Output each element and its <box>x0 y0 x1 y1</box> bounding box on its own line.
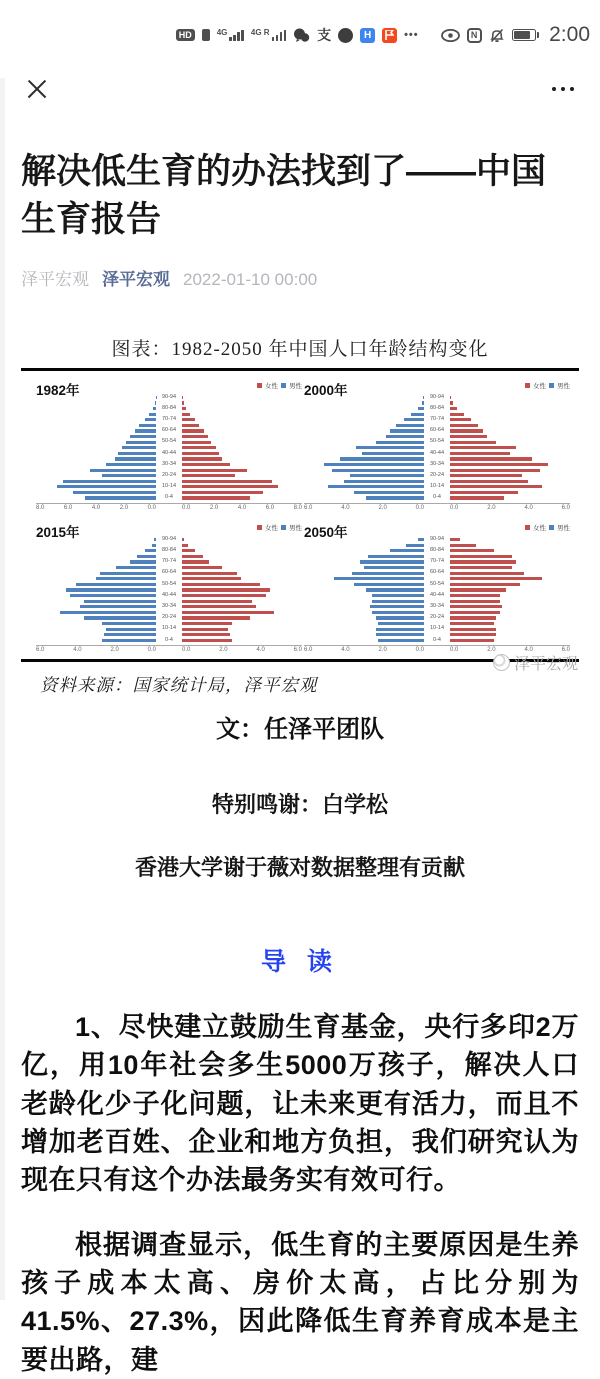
pyramid-legend <box>525 521 570 532</box>
network-label: 4G <box>217 28 228 37</box>
legend-male-swatch <box>281 525 286 530</box>
battery-icon <box>512 29 540 41</box>
bar-female <box>182 622 232 625</box>
bar-female <box>450 544 476 547</box>
x-axis-line <box>304 645 570 646</box>
bar-male <box>84 600 156 603</box>
age-group-label: 30-34 <box>424 462 450 468</box>
bar-male <box>139 424 156 427</box>
legend-female-label: 女性 <box>265 523 278 532</box>
bar-male <box>57 485 156 488</box>
bar-male <box>404 418 424 421</box>
clock-time: 2:00 <box>549 23 590 47</box>
bar-female <box>450 480 528 483</box>
age-group-label: 30-34 <box>156 604 182 610</box>
bar-male <box>102 639 156 642</box>
bar-male <box>362 452 424 455</box>
network-label: 4G R <box>251 28 270 37</box>
body-paragraph-1: 1、尽快建立鼓励生育基金，央行多印2万亿，用10年社会多生5000万孩子，解决人口老龄化少子化问题，让未来更有活力，而且不增加老百姓、企业和地方负担，我们研究认为现在只有这个办法最务实有效可行。 <box>0 1008 600 1200</box>
age-group-label: 30-34 <box>424 604 450 610</box>
bar-male <box>372 611 424 614</box>
x-axis-ticks: 8.0 6.0 4.0 2.0 0.0 0.0 2.0 4.0 6.0 8.0 <box>36 505 302 511</box>
bar-male <box>324 463 424 466</box>
legend-female-label: 女性 <box>533 523 546 532</box>
bar-male <box>354 491 424 494</box>
bar-female <box>450 594 500 597</box>
age-group-label: 60-64 <box>156 428 182 434</box>
hd-call-icon: HD <box>176 29 195 41</box>
bar-female <box>182 616 250 619</box>
bar-female <box>182 633 230 636</box>
byline-account-link[interactable]: 泽平宏观 <box>102 265 170 290</box>
bar-female <box>450 474 522 477</box>
bar-female <box>182 457 222 460</box>
pyramid-row <box>304 495 570 501</box>
bar-male <box>422 401 424 404</box>
age-group-label: 10-14 <box>156 484 182 490</box>
bar-male <box>85 496 156 499</box>
bar-male <box>152 544 156 547</box>
bar-female <box>450 496 504 499</box>
bar-male <box>145 418 156 421</box>
watermark-text: 泽平宏观 <box>514 651 578 674</box>
bar-female <box>450 555 512 558</box>
bar-female <box>182 628 228 631</box>
bar-male <box>130 560 156 563</box>
watermark <box>493 651 578 674</box>
age-group-label: 50-54 <box>424 582 450 588</box>
bar-male <box>372 600 424 603</box>
article-nav <box>0 58 600 120</box>
age-group-label: 30-34 <box>156 462 182 468</box>
x-axis-line <box>304 503 570 504</box>
signal-4g-icon <box>217 30 244 41</box>
bar-male <box>60 611 156 614</box>
age-group-label: 90-94 <box>156 537 182 543</box>
age-group-label: 50-54 <box>156 582 182 588</box>
legend-male-swatch <box>281 383 286 388</box>
pyramid-2000 <box>304 379 570 511</box>
bar-male <box>84 616 156 619</box>
legend-female-swatch <box>257 525 262 530</box>
age-group-label: 70-74 <box>424 417 450 423</box>
x-axis-ticks: 6.0 4.0 2.0 0.0 0.0 2.0 4.0 6.0 <box>304 647 570 653</box>
bar-male <box>364 566 424 569</box>
age-group-label: 40-44 <box>156 451 182 457</box>
bar-male <box>334 577 424 580</box>
legend-female-swatch <box>257 383 262 388</box>
age-group-label: 40-44 <box>424 593 450 599</box>
bar-male <box>90 469 156 472</box>
age-group-label: 20-24 <box>424 473 450 479</box>
legend-male-label: 男性 <box>557 523 570 532</box>
bar-male <box>118 452 156 455</box>
bar-female <box>450 413 464 416</box>
bar-female <box>450 396 451 399</box>
byline-author: 泽平宏观 <box>21 265 89 290</box>
age-group-label: 10-14 <box>424 484 450 490</box>
bar-female <box>450 566 512 569</box>
credit-contrib: 香港大学谢于薇对数据整理有贡献 <box>0 851 600 882</box>
bar-male <box>354 583 424 586</box>
pyramid-year-label: 2000年 <box>304 379 348 399</box>
age-group-label: 0-4 <box>156 495 182 501</box>
bar-female <box>182 396 183 399</box>
bar-female <box>182 480 272 483</box>
legend-male-swatch <box>549 525 554 530</box>
page-title: 解决低生育的办法找到了——中国生育报告 <box>0 120 600 245</box>
bar-female <box>450 605 502 608</box>
age-group-label: 60-64 <box>424 570 450 576</box>
close-icon[interactable] <box>24 76 50 102</box>
bar-male <box>100 572 156 575</box>
bar-female <box>450 622 494 625</box>
pyramid-year-label: 2015年 <box>36 521 80 541</box>
age-group-label: 60-64 <box>156 570 182 576</box>
bar-male <box>411 413 424 416</box>
bar-male <box>63 480 156 483</box>
signal-4g-roaming-icon <box>251 30 286 41</box>
age-group-label: 70-74 <box>424 559 450 565</box>
age-group-label: 20-24 <box>156 615 182 621</box>
bar-male <box>137 555 156 558</box>
eye-comfort-icon <box>441 29 460 42</box>
x-axis-line <box>36 645 302 646</box>
bar-male <box>135 429 156 432</box>
bar-female <box>450 572 524 575</box>
bar-female <box>450 588 506 591</box>
bar-male <box>73 491 156 494</box>
x-axis-ticks: 6.0 4.0 2.0 0.0 0.0 2.0 4.0 6.0 <box>36 647 302 653</box>
bar-male <box>102 474 156 477</box>
age-group-label: 20-24 <box>156 473 182 479</box>
bar-female <box>182 435 208 438</box>
browser-app-icon <box>338 28 353 43</box>
bar-female <box>450 639 494 642</box>
age-group-label: 0-4 <box>424 638 450 644</box>
source-note: 资料来源：国家统计局，泽平宏观 <box>0 672 600 697</box>
bar-male <box>376 633 424 636</box>
page-edge <box>0 78 5 1300</box>
legend-female-label: 女性 <box>533 381 546 390</box>
bar-male <box>356 446 424 449</box>
bar-female <box>182 413 190 416</box>
bar-female <box>182 544 188 547</box>
pyramid-2050 <box>304 521 570 653</box>
bar-female <box>182 469 247 472</box>
bar-female <box>450 628 496 631</box>
legend-female-swatch <box>525 525 530 530</box>
bar-female <box>450 577 542 580</box>
bar-female <box>450 549 494 552</box>
bar-female <box>450 469 540 472</box>
age-group-label: 40-44 <box>156 593 182 599</box>
body-paragraph-2: 根据调查显示，低生育的主要原因是生养孩子成本太高、房价太高，占比分别为41.5%、27.3%，因此降低生育养育成本是主要出路，建 <box>0 1226 600 1379</box>
more-menu-icon[interactable] <box>550 81 577 98</box>
bar-female <box>450 446 516 449</box>
bar-female <box>182 594 266 597</box>
age-group-label: 80-84 <box>424 548 450 554</box>
bar-male <box>376 441 424 444</box>
pyramid-row <box>36 638 302 644</box>
status-bar <box>0 0 600 58</box>
age-group-label: 10-14 <box>424 626 450 632</box>
x-axis-ticks: 6.0 4.0 2.0 0.0 0.0 2.0 4.0 6.0 <box>304 505 570 511</box>
bar-male <box>390 429 424 432</box>
bar-female <box>182 407 186 410</box>
legend-male-label: 男性 <box>289 523 302 532</box>
bar-female <box>450 485 542 488</box>
bar-female <box>450 583 520 586</box>
bar-female <box>450 633 496 636</box>
volte-icon <box>202 29 210 41</box>
bar-female <box>182 452 219 455</box>
bar-male <box>122 446 156 449</box>
bar-male <box>70 594 156 597</box>
bar-female <box>182 485 278 488</box>
bar-male <box>376 616 424 619</box>
bar-male <box>372 594 424 597</box>
bar-male <box>130 435 156 438</box>
age-group-label: 90-94 <box>156 395 182 401</box>
chart-title: 图表：1982-2050 年中国人口年龄结构变化 <box>0 334 600 361</box>
bar-female <box>450 429 483 432</box>
pyramid-1982 <box>36 379 302 511</box>
bar-male <box>370 605 424 608</box>
age-group-label: 70-74 <box>156 417 182 423</box>
bar-female <box>450 457 532 460</box>
bar-male <box>328 485 424 488</box>
legend-female-label: 女性 <box>265 381 278 390</box>
bar-male <box>396 424 424 427</box>
legend-male-label: 男性 <box>289 381 302 390</box>
bar-female <box>182 583 260 586</box>
bar-male <box>149 413 156 416</box>
watermark-logo-icon <box>493 654 510 671</box>
age-group-label: 80-84 <box>156 406 182 412</box>
bar-female <box>450 491 518 494</box>
bar-female <box>182 572 237 575</box>
bar-male <box>126 441 156 444</box>
bar-female <box>450 611 500 614</box>
legend-male-label: 男性 <box>557 381 570 390</box>
bar-male <box>386 435 424 438</box>
age-group-label: 50-54 <box>156 439 182 445</box>
bar-male <box>80 605 156 608</box>
age-group-label: 50-54 <box>424 439 450 445</box>
bar-female <box>182 588 270 591</box>
bar-male <box>352 572 424 575</box>
pyramid-grid <box>0 371 600 656</box>
bar-female <box>182 538 184 541</box>
orange-app-icon <box>382 28 397 43</box>
pyramid-2015 <box>36 521 302 653</box>
bar-male <box>155 401 156 404</box>
age-group-label: 80-84 <box>156 548 182 554</box>
pyramid-year-label: 2050年 <box>304 521 348 541</box>
bar-male <box>366 496 424 499</box>
pyramid-row <box>304 638 570 644</box>
age-group-label: 80-84 <box>424 406 450 412</box>
bar-male <box>340 457 424 460</box>
bar-male <box>378 622 424 625</box>
credit-thanks: 特别鸣谢：白学松 <box>0 788 600 819</box>
bar-female <box>182 491 263 494</box>
bar-female <box>450 401 453 404</box>
bar-female <box>182 566 222 569</box>
section-heading: 导 读 <box>0 942 600 978</box>
bar-male <box>104 633 156 636</box>
pyramid-row <box>36 495 302 501</box>
age-group-label: 90-94 <box>424 537 450 543</box>
bar-female <box>182 446 216 449</box>
bar-male <box>376 628 424 631</box>
bar-female <box>450 407 457 410</box>
blue-app-icon: H <box>360 28 375 43</box>
bar-female <box>450 418 471 421</box>
byline <box>0 245 600 290</box>
bar-male <box>332 469 424 472</box>
bar-male <box>366 588 424 591</box>
bar-male <box>406 544 424 547</box>
bar-female <box>182 605 256 608</box>
bar-female <box>182 463 230 466</box>
notification-overflow-icon: ••• <box>404 29 419 41</box>
age-group-label: 10-14 <box>156 626 182 632</box>
bar-male <box>96 577 156 580</box>
bar-male <box>368 555 424 558</box>
age-group-label: 0-4 <box>424 495 450 501</box>
bar-male <box>102 622 156 625</box>
age-group-label: 60-64 <box>424 428 450 434</box>
bar-female <box>182 560 209 563</box>
bar-male <box>115 457 156 460</box>
bar-female <box>182 611 274 614</box>
bar-female <box>450 452 510 455</box>
pyramid-legend <box>525 379 570 390</box>
bar-male <box>390 549 424 552</box>
bar-female <box>182 474 235 477</box>
legend-male-swatch <box>549 383 554 388</box>
bar-female <box>450 600 500 603</box>
bar-male <box>350 474 424 477</box>
pyramid-legend <box>257 379 302 390</box>
pyramid-legend <box>257 521 302 532</box>
alipay-icon: 支 <box>317 25 331 45</box>
bar-female <box>182 424 199 427</box>
age-group-label: 0-4 <box>156 638 182 644</box>
bar-female <box>182 496 250 499</box>
bar-female <box>450 441 496 444</box>
bar-male <box>106 628 156 631</box>
bar-female <box>450 424 478 427</box>
wechat-icon <box>293 28 310 43</box>
nfc-icon: N <box>467 28 482 43</box>
bar-female <box>182 429 204 432</box>
pyramid-year-label: 1982年 <box>36 379 80 399</box>
population-pyramid-figure[interactable] <box>0 334 600 663</box>
bar-male <box>378 639 424 642</box>
bar-female <box>182 600 252 603</box>
bar-female <box>182 401 184 404</box>
bar-female <box>182 418 195 421</box>
bar-male <box>76 583 156 586</box>
bar-female <box>182 441 211 444</box>
bar-female <box>182 577 241 580</box>
bar-female <box>450 538 460 541</box>
bar-male <box>66 588 156 591</box>
bar-female <box>182 639 232 642</box>
bar-male <box>116 566 156 569</box>
age-group-label: 40-44 <box>424 451 450 457</box>
byline-datetime: 2022-01-10 00:00 <box>183 270 317 290</box>
bar-female <box>450 435 487 438</box>
bar-female <box>450 616 496 619</box>
credit-author: 文：任泽平团队 <box>0 709 600 744</box>
bar-female <box>182 555 203 558</box>
age-group-label: 70-74 <box>156 559 182 565</box>
x-axis-line <box>36 503 302 504</box>
bar-male <box>106 463 156 466</box>
age-group-label: 90-94 <box>424 395 450 401</box>
legend-female-swatch <box>525 383 530 388</box>
bar-male <box>360 560 424 563</box>
bar-female <box>450 560 516 563</box>
bar-male <box>344 480 424 483</box>
age-group-label: 20-24 <box>424 615 450 621</box>
bar-female <box>450 463 548 466</box>
bar-female <box>182 549 195 552</box>
bar-male <box>145 549 156 552</box>
mute-bell-icon <box>489 28 505 43</box>
